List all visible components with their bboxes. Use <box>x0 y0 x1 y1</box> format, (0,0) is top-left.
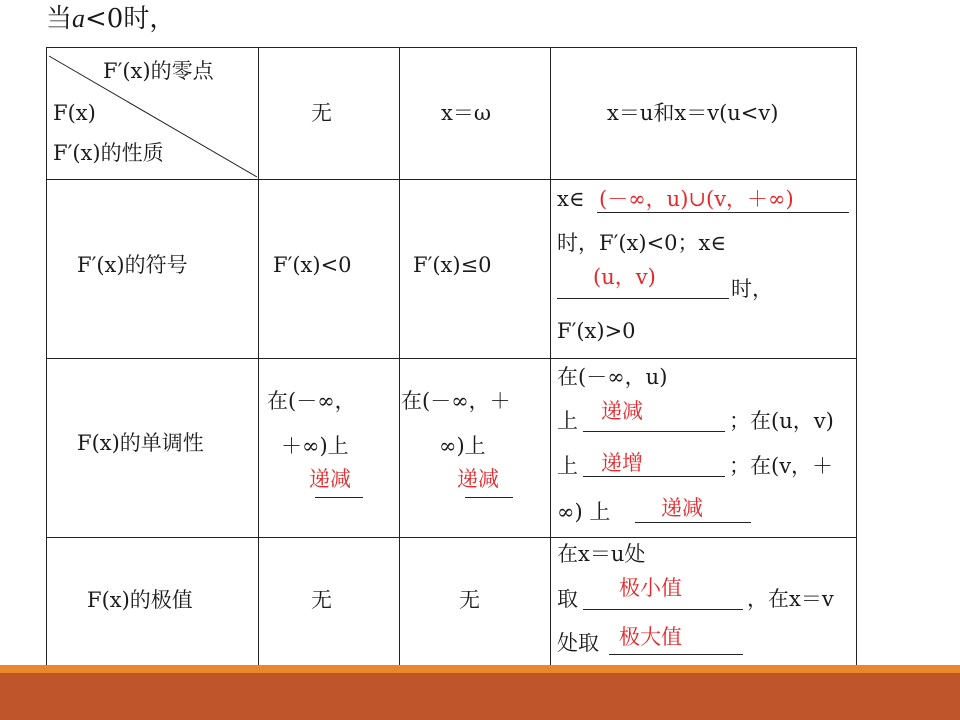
col-header-none: 无 <box>311 101 332 125</box>
col-header-single-zero: x＝ω <box>441 101 491 125</box>
extremum-c3-line3-prefix: 处取 <box>557 631 599 655</box>
mono-c1-line2: ＋∞)上 <box>281 434 349 458</box>
answer-blank-line <box>583 476 725 477</box>
mono-c2-line2: ∞)上 <box>439 434 486 458</box>
row-label-extremum: F(x)的极值 <box>87 588 193 612</box>
sign-c1: F′(x)<0 <box>273 253 352 277</box>
answer-blank-line <box>609 654 743 655</box>
row-divider <box>47 537 856 538</box>
footer-accent-stripe <box>0 665 960 673</box>
extremum-c2: 无 <box>459 588 480 612</box>
sign-c3-answer-interval: (u，v) <box>593 265 656 289</box>
sign-c3-answer-intervals: (－∞，u)∪(v，＋∞) <box>599 187 794 211</box>
row-label-monotonicity: F(x)的单调性 <box>77 431 204 455</box>
answer-blank-line <box>557 298 729 299</box>
mono-c3-line1: 在(－∞，u) <box>557 365 668 389</box>
section-heading: 当a<0时， <box>46 4 176 34</box>
extremum-c3-answer-min: 极小值 <box>619 576 682 600</box>
sign-c3-line2: 时，F′(x)<0；x∈ <box>557 231 726 255</box>
footer-bar <box>0 673 960 720</box>
extremum-c3-line1: 在x＝u处 <box>557 542 646 566</box>
mono-c2-answer: 递减 <box>457 467 499 491</box>
mono-c3-answer-increasing: 递增 <box>601 451 643 475</box>
extremum-c3-line2-suffix: ，在x＝v <box>747 587 834 611</box>
row-label-sign: F′(x)的符号 <box>77 253 188 277</box>
mono-c3-line3-prefix: 上 <box>557 454 578 478</box>
answer-blank-line <box>583 609 743 610</box>
mono-c3-line4-prefix: ∞) 上 <box>557 500 611 524</box>
answer-blank-line <box>583 431 725 432</box>
mono-c3-line2-prefix: 上 <box>557 409 578 433</box>
answer-blank-line <box>465 497 513 498</box>
mono-c1-line1: 在(－∞， <box>267 389 356 413</box>
header-function-label: F(x) <box>53 101 96 125</box>
mono-c3-line2-suffix: ；在(u，v) <box>729 409 834 433</box>
answer-blank-line <box>597 212 849 213</box>
properties-table <box>46 47 857 669</box>
answer-blank-line <box>315 497 363 498</box>
col-header-two-zeros: x＝u和x＝v(u<v) <box>607 101 779 125</box>
sign-c3-line4: F′(x)>0 <box>557 319 636 343</box>
mono-c3-line3-suffix: ；在(v，＋ <box>729 454 834 478</box>
answer-blank-line <box>635 522 751 523</box>
extremum-c3-answer-max: 极大值 <box>619 625 682 649</box>
mono-c3-answer-decreasing: 递减 <box>601 399 643 423</box>
sign-c3-line3-suffix: 时， <box>731 277 773 301</box>
col-divider <box>399 48 400 668</box>
row-divider <box>47 358 856 359</box>
mono-c3-answer-decreasing-2: 递减 <box>661 496 703 520</box>
mono-c1-answer: 递减 <box>309 467 351 491</box>
header-zero-points-label: F′(x)的零点 <box>103 59 214 83</box>
sign-c2: F′(x)≤0 <box>413 253 492 277</box>
col-divider <box>550 48 551 668</box>
extremum-c3-line2-prefix: 取 <box>557 587 578 611</box>
mono-c2-line1: 在(－∞，＋ <box>401 389 511 413</box>
header-property-label: F′(x)的性质 <box>53 141 164 165</box>
extremum-c1: 无 <box>311 588 332 612</box>
sign-c3-line1-prefix: x∈ <box>557 187 585 211</box>
